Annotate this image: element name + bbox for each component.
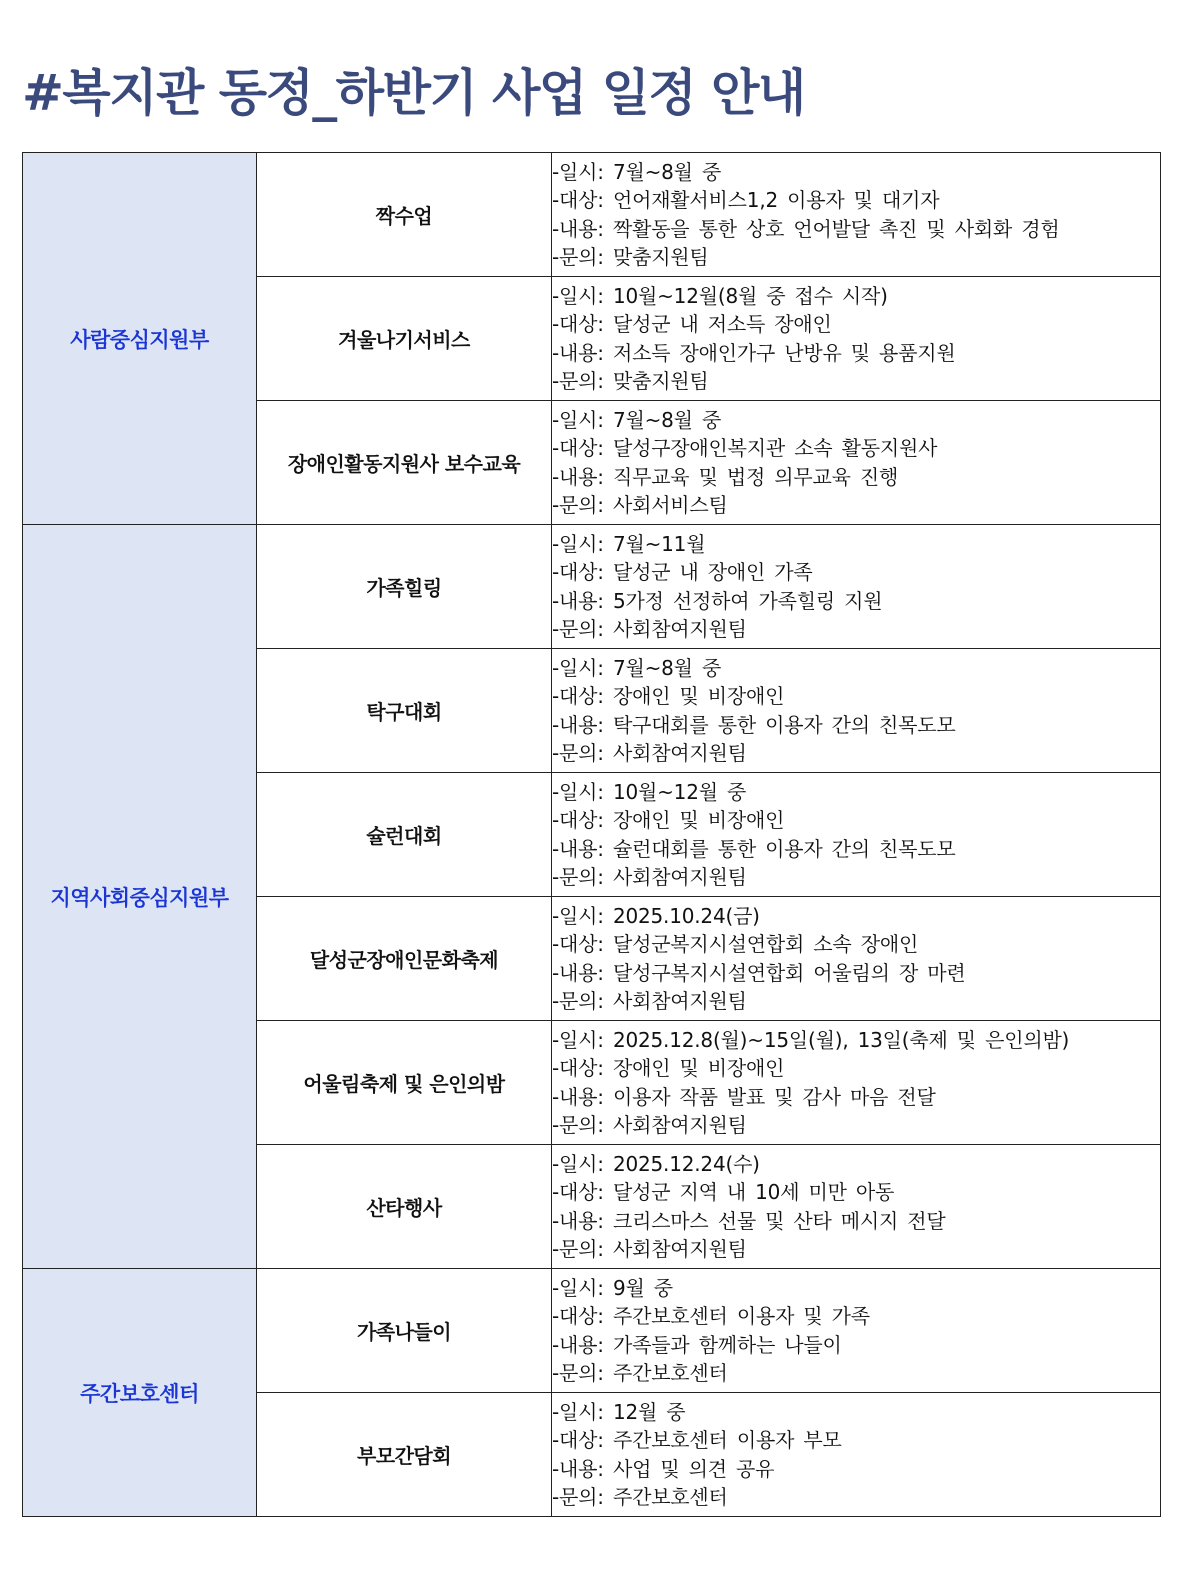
program-cell — [257, 1021, 552, 1145]
program-name: 산타행사 — [366, 1196, 442, 1220]
table-row — [23, 525, 1161, 649]
program-details — [552, 277, 1161, 401]
program-cell — [257, 773, 552, 897]
program-cell — [257, 649, 552, 773]
detail-contact: -문의: 맞춤지원팀 — [552, 369, 709, 393]
detail-target: -대상: 달성군 내 저소득 장애인 — [552, 312, 832, 336]
detail-contact: -문의: 주간보호센터 — [552, 1361, 728, 1385]
program-details — [552, 153, 1161, 277]
program-name: 장애인활동지원사 보수교육 — [287, 452, 521, 476]
program-name: 가족힐링 — [366, 576, 442, 600]
detail-content: -내용: 직무교육 및 법정 의무교육 진행 — [552, 464, 899, 489]
detail-content: -내용: 크리스마스 선물 및 산타 메시지 전달 — [552, 1208, 946, 1233]
detail-content: -내용: 5가정 선정하여 가족힐링 지원 — [552, 588, 883, 613]
program-cell — [257, 1145, 552, 1269]
program-name: 짝수업 — [375, 204, 433, 228]
program-details — [552, 525, 1161, 649]
detail-date: -일시: 2025.12.24(수) — [552, 1151, 760, 1176]
detail-contact: -문의: 사회참여지원팀 — [552, 865, 747, 889]
program-details — [552, 401, 1161, 525]
detail-content: -내용: 저소득 장애인가구 난방유 및 용품지원 — [552, 340, 956, 365]
program-name: 부모간담회 — [356, 1444, 452, 1468]
detail-date: -일시: 7월~11월 — [552, 531, 706, 556]
detail-date: -일시: 7월~8월 중 — [552, 655, 722, 680]
table-row — [23, 153, 1161, 277]
program-details — [552, 1021, 1161, 1145]
department-cell — [23, 1269, 257, 1517]
program-details — [552, 649, 1161, 773]
program-details — [552, 1269, 1161, 1393]
detail-content: -내용: 짝활동을 통한 상호 언어발달 촉진 및 사회화 경험 — [552, 216, 1060, 241]
department-name: 사람중심지원부 — [70, 327, 209, 352]
program-name: 슐런대회 — [366, 824, 442, 848]
detail-contact: -문의: 사회서비스팀 — [552, 493, 728, 517]
detail-date: -일시: 10월~12월(8월 중 접수 시작) — [552, 283, 888, 308]
detail-date: -일시: 10월~12월 중 — [552, 779, 747, 804]
detail-target: -대상: 달성구장애인복지관 소속 활동지원사 — [552, 436, 938, 460]
program-name: 가족나들이 — [356, 1320, 452, 1344]
detail-target: -대상: 달성군 내 장애인 가족 — [552, 560, 813, 584]
department-name: 지역사회중심지원부 — [50, 885, 229, 910]
department-cell — [23, 153, 257, 525]
detail-contact: -문의: 사회참여지원팀 — [552, 1113, 747, 1137]
program-name: 어울림축제 및 은인의밤 — [303, 1072, 505, 1096]
schedule-table — [22, 152, 1161, 1517]
detail-contact: -문의: 주간보호센터 — [552, 1485, 728, 1509]
detail-content: -내용: 사업 및 의견 공유 — [552, 1456, 775, 1481]
program-details — [552, 897, 1161, 1021]
detail-target: -대상: 장애인 및 비장애인 — [552, 1056, 785, 1080]
program-details — [552, 1145, 1161, 1269]
detail-date: -일시: 2025.12.8(월)~15일(월), 13일(축제 및 은인의밤) — [552, 1027, 1070, 1052]
detail-target: -대상: 장애인 및 비장애인 — [552, 808, 785, 832]
detail-contact: -문의: 사회참여지원팀 — [552, 617, 747, 641]
program-details — [552, 773, 1161, 897]
detail-contact: -문의: 사회참여지원팀 — [552, 989, 747, 1013]
detail-contact: -문의: 맞춤지원팀 — [552, 245, 709, 269]
detail-content: -내용: 달성구복지시설연합회 어울림의 장 마련 — [552, 960, 966, 985]
detail-date: -일시: 2025.10.24(금) — [552, 903, 760, 928]
program-cell — [257, 1269, 552, 1393]
detail-date: -일시: 7월~8월 중 — [552, 159, 722, 184]
detail-target: -대상: 주간보호센터 이용자 및 가족 — [552, 1304, 870, 1328]
program-details — [552, 1393, 1161, 1517]
program-cell — [257, 277, 552, 401]
program-name: 겨울나기서비스 — [338, 328, 470, 352]
detail-content: -내용: 이용자 작품 발표 및 감사 마음 전달 — [552, 1084, 936, 1109]
program-cell — [257, 897, 552, 1021]
program-cell — [257, 1393, 552, 1517]
detail-contact: -문의: 사회참여지원팀 — [552, 741, 747, 765]
program-name: 달성군장애인문화축제 — [309, 948, 499, 972]
page-title: #복지관 동정_하반기 사업 일정 안내 — [22, 64, 805, 122]
program-name: 탁구대회 — [366, 700, 442, 724]
detail-content: -내용: 가족들과 함께하는 나들이 — [552, 1332, 842, 1357]
detail-target: -대상: 달성군복지시설연합회 소속 장애인 — [552, 932, 919, 956]
detail-date: -일시: 12월 중 — [552, 1399, 686, 1424]
program-cell — [257, 525, 552, 649]
detail-target: -대상: 주간보호센터 이용자 부모 — [552, 1428, 842, 1452]
detail-content: -내용: 탁구대회를 통한 이용자 간의 친목도모 — [552, 712, 956, 737]
department-cell — [23, 525, 257, 1269]
table-row — [23, 1269, 1161, 1393]
detail-target: -대상: 언어재활서비스1,2 이용자 및 대기자 — [552, 188, 940, 212]
detail-date: -일시: 9월 중 — [552, 1275, 673, 1300]
detail-contact: -문의: 사회참여지원팀 — [552, 1237, 747, 1261]
detail-content: -내용: 슐런대회를 통한 이용자 간의 친목도모 — [552, 836, 956, 861]
program-cell — [257, 401, 552, 525]
program-cell — [257, 153, 552, 277]
detail-target: -대상: 달성군 지역 내 10세 미만 아동 — [552, 1180, 895, 1204]
detail-date: -일시: 7월~8월 중 — [552, 407, 722, 432]
department-name: 주간보호센터 — [80, 1381, 199, 1406]
detail-target: -대상: 장애인 및 비장애인 — [552, 684, 785, 708]
